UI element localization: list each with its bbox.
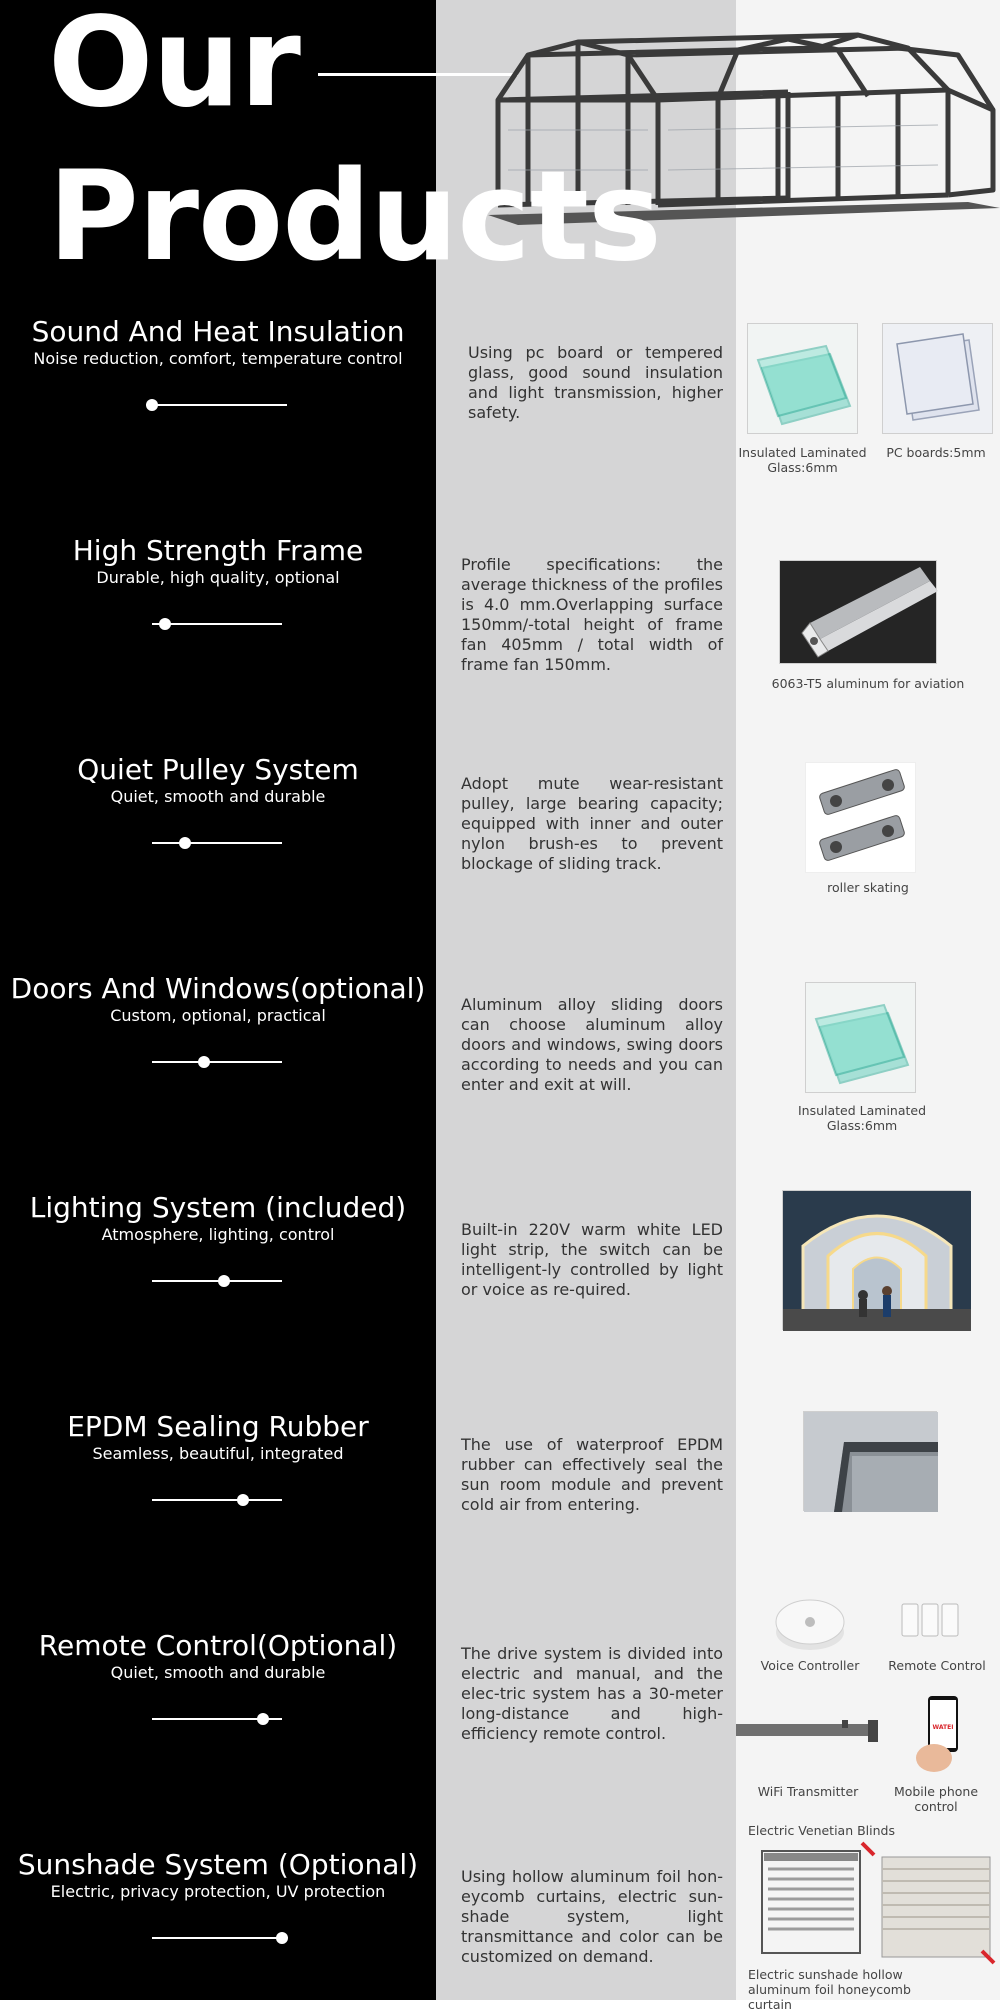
aluminum-profile-image bbox=[779, 560, 937, 664]
page-title bbox=[48, 0, 661, 294]
lit-sunroom-photo bbox=[782, 1190, 970, 1330]
feature-subtitle: Durable, high quality, optional bbox=[96, 568, 340, 587]
pc-board-image bbox=[882, 323, 993, 434]
phone-brand-label: WATEI bbox=[932, 1724, 954, 1731]
image-caption: Insulated Laminated Glass:6mm bbox=[797, 1103, 927, 1133]
image-caption: Electric sunshade hollow aluminum foil honeycomb curtain bbox=[748, 1967, 911, 2012]
slider-dot bbox=[276, 1932, 288, 1944]
feature-slider bbox=[152, 1937, 282, 1939]
remote-control-icon bbox=[898, 1600, 962, 1644]
section-sunshade-system bbox=[0, 1823, 1000, 2012]
feature-description: The drive system is divided into electric and manual, and the elec-tric system has a 30-meter long-distance and high-efficiency remote control. bbox=[461, 1644, 723, 1743]
section-lighting-system bbox=[0, 1176, 1000, 1395]
section-high-strength-frame bbox=[0, 519, 1000, 738]
feature-subtitle: Custom, optional, practical bbox=[110, 1006, 326, 1025]
image-caption: Remote Control bbox=[888, 1658, 986, 1673]
image-caption: roller skating bbox=[827, 880, 909, 895]
feature-subtitle: Electric, privacy protection, UV protection bbox=[50, 1882, 386, 1901]
feature-title: Remote Control(Optional) bbox=[38, 1629, 398, 1662]
feature-subtitle: Seamless, beautiful, integrated bbox=[92, 1444, 344, 1463]
feature-slider bbox=[152, 1499, 282, 1501]
feature-subtitle: Atmosphere, lighting, control bbox=[101, 1225, 335, 1244]
slider-dot bbox=[146, 399, 158, 411]
feature-heading bbox=[0, 972, 436, 1026]
slider-dot bbox=[257, 1713, 269, 1725]
glass-panel-image bbox=[747, 323, 858, 434]
feature-title: Sound And Heat Insulation bbox=[31, 315, 405, 348]
feature-description: Using hollow aluminum foil hon-eycomb curtains, electric sun-shade system, light transmittance and color can be customized on demand. bbox=[461, 1867, 723, 1966]
slider-dot bbox=[179, 837, 191, 849]
page-title-line2: Products bbox=[48, 145, 661, 289]
glass-panel-image bbox=[805, 982, 916, 1093]
feature-subtitle: Quiet, smooth and durable bbox=[110, 1663, 326, 1682]
feature-title: Quiet Pulley System bbox=[77, 753, 359, 786]
wifi-transmitter-icon bbox=[736, 1718, 884, 1744]
sunshade-blinds-image bbox=[758, 1839, 998, 1969]
feature-heading bbox=[0, 1629, 436, 1683]
feature-slider bbox=[152, 842, 282, 844]
feature-title: Sunshade System (Optional) bbox=[17, 1848, 419, 1881]
feature-description: Built-in 220V warm white LED light strip, the switch can be intelligent-ly controlled by light or voice as re-quired. bbox=[461, 1220, 723, 1299]
section-epdm-sealing-rubber bbox=[0, 1395, 1000, 1614]
section-doors-and-windows bbox=[0, 957, 1000, 1176]
feature-title: Doors And Windows(optional) bbox=[10, 972, 426, 1005]
feature-heading bbox=[0, 534, 436, 588]
image-caption: Insulated Laminated Glass:6mm bbox=[738, 445, 867, 475]
section-remote-control bbox=[0, 1614, 1000, 1833]
feature-heading bbox=[0, 1410, 436, 1464]
slider-dot bbox=[198, 1056, 210, 1068]
image-caption: Voice Controller bbox=[760, 1658, 860, 1673]
feature-description: Aluminum alloy sliding doors can choose aluminum alloy doors and windows, swing doors according to needs and you can enter and exit at will. bbox=[461, 995, 723, 1094]
feature-heading bbox=[0, 315, 436, 369]
feature-heading bbox=[0, 1191, 436, 1245]
slider-dot bbox=[237, 1494, 249, 1506]
image-caption: Electric Venetian Blinds bbox=[748, 1823, 895, 1838]
image-caption: WiFi Transmitter bbox=[757, 1784, 859, 1799]
feature-slider bbox=[152, 1061, 282, 1063]
feature-slider bbox=[152, 1718, 282, 1720]
feature-slider bbox=[152, 623, 282, 625]
mobile-phone-image bbox=[906, 1696, 970, 1772]
image-caption: 6063-T5 aluminum for aviation bbox=[771, 676, 965, 691]
image-caption: PC boards:5mm bbox=[886, 445, 986, 460]
feature-title: EPDM Sealing Rubber bbox=[67, 1410, 369, 1443]
slider-dot bbox=[159, 618, 171, 630]
section-sound-heat-insulation bbox=[0, 300, 1000, 519]
feature-description: Profile specifications: the average thickness of the profiles is 4.0 mm.Overlapping surface 150mm/-total height of frame fan 405mm / total width of frame fan 150mm. bbox=[461, 555, 723, 674]
feature-description: Adopt mute wear-resistant pulley, large bearing capacity; equipped with inner and outer nylon brush-es to prevent blockage of sliding track. bbox=[461, 774, 723, 873]
feature-subtitle: Noise reduction, comfort, temperature control bbox=[33, 349, 403, 368]
page-title-line1: Our bbox=[48, 0, 300, 135]
image-caption: Mobile phone control bbox=[893, 1784, 979, 1814]
feature-heading bbox=[0, 753, 436, 807]
pulley-image bbox=[805, 762, 916, 873]
feature-subtitle: Quiet, smooth and durable bbox=[110, 787, 326, 806]
feature-title: Lighting System (included) bbox=[29, 1191, 407, 1224]
feature-slider bbox=[152, 1280, 282, 1282]
slider-dot bbox=[218, 1275, 230, 1287]
feature-description: The use of waterproof EPDM rubber can effectively seal the sun room module and prevent cold air from entering. bbox=[461, 1435, 723, 1514]
feature-title: High Strength Frame bbox=[72, 534, 364, 567]
feature-heading bbox=[0, 1848, 436, 1902]
feature-description: Using pc board or tempered glass, good sound insulation and light transmission, higher safety. bbox=[468, 343, 723, 422]
section-quiet-pulley-system bbox=[0, 738, 1000, 957]
voice-controller-icon bbox=[772, 1596, 848, 1654]
epdm-seal-photo bbox=[803, 1411, 937, 1511]
feature-slider bbox=[152, 404, 287, 406]
